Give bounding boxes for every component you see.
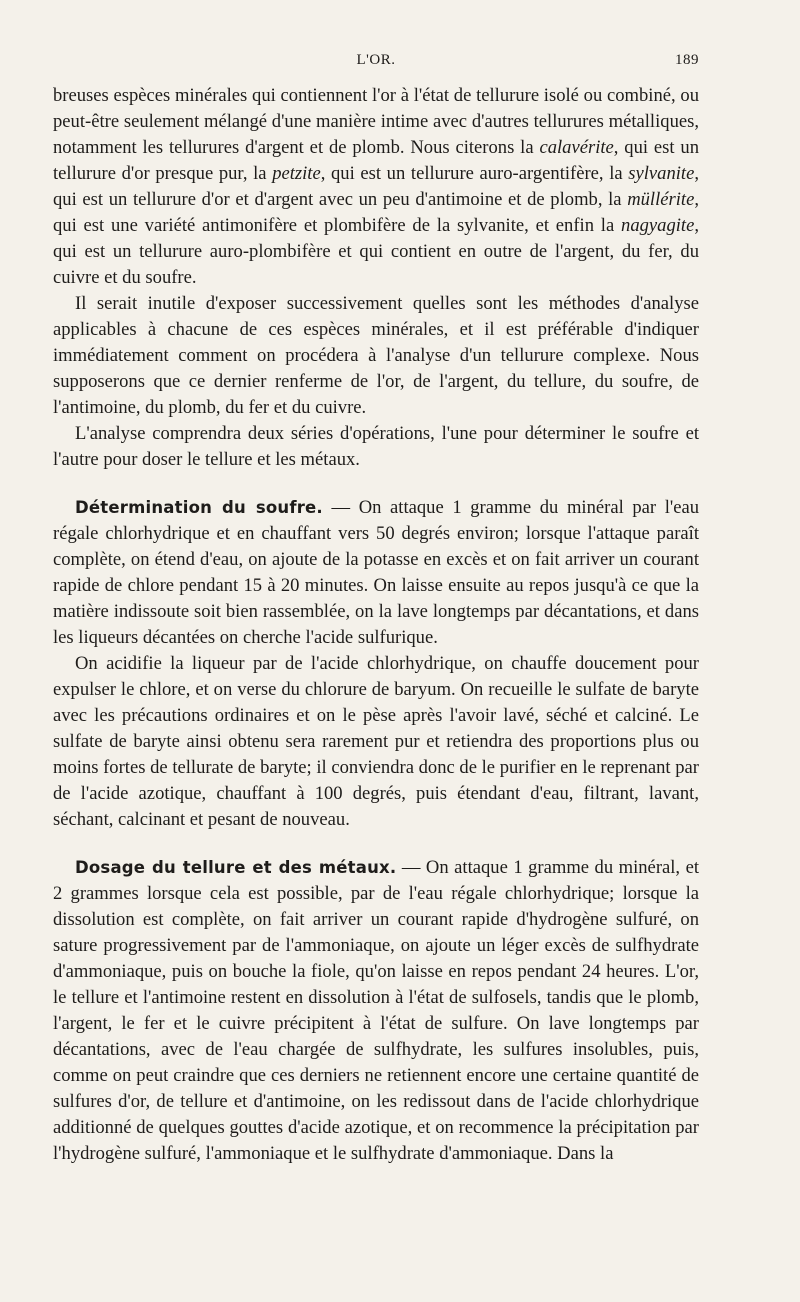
text-run: , qui est un tellurure auro-argentifère, la — [320, 163, 629, 184]
running-head — [53, 52, 699, 78]
paragraph-two-series: L'analyse comprendra deux séries d'opérations, l'une pour déterminer le soufre et l'autre pour doser le tellure et les métaux. — [53, 423, 699, 470]
paragraph-analysis-methods: Il serait inutile d'exposer successivement quelles sont les méthodes d'analyse applicables à chacune de ces espèces minérales, et il est préférable d'indiquer immédiatement comment on procédera à l'analyse d'un tellurure complexe. Nous supposerons que ce dernier renferme de l'or, de l'argent, du tellure, du soufre, de l'antimoine, du plomb, du fer et du cuivre. — [53, 293, 699, 418]
mineral-name-petzite: petzite — [272, 163, 321, 184]
text-run: , qui est un tellurure d'or et d'argent avec un peu d'antimoine et de plomb, la — [53, 163, 699, 210]
text-run: — On attaque 1 gramme du minéral par l'eau régale chlorhydrique et en chauffant vers 50 degrés environ; lorsque l'attaque paraît complète, on étend d'eau, on ajoute de la potasse en excès et on fait arriver un courant rapide de chlore pendant 15 à 20 minutes. On laisse ensuite au repos jusqu'à ce que la matière indissoute soit bien rassemblée, on la lave longtemps par décantations, et dans les liqueurs décantées on cherche l'acide sulfurique. — [53, 497, 700, 648]
text-run: , qui est un tellurure d'or presque pur, la — [53, 137, 699, 184]
text-run: — On attaque 1 gramme du minéral, et 2 grammes lorsque cela est possible, par de l'eau régale chlorhydrique; lorsque la dissolution est complète, on fait arriver un courant rapide d'hydrogène sulfuré, on sature progressivement par de l'ammoniaque, on ajoute un léger excès de sulfhydrate d'ammoniaque, puis on bouche la fiole, qu'on laisse en repos pendant 24 heures. L'or, le tellure et l'antimoine restent en dissolution à l'état de sulfosels, tandis que le plomb, l'argent, le fer et le cuivre précipitent à l'état de sulfure. On lave longtemps par décantations, avec de l'eau chargée de sulfhydrate, les sulfures insolubles, puis, comme on peut craindre que ces derniers ne retiennent encore une certaine quantité de sulfures d'or, de tellure et d'antimoine, on les redissout dans de l'acide chlorhydrique additionné de quelques gouttes d'acide azotique, et on recommence la précipitation par l'hydrogène sulfuré, l'ammoniaque et le sulfhydrate d'ammoniaque. Dans la — [53, 857, 699, 1164]
paragraph-sulfur-determination — [53, 495, 699, 651]
book-page — [53, 52, 699, 1167]
running-title: L'OR. — [356, 52, 396, 68]
text-run: , qui est un tellurure auro-plombifère et qui contient en outre de l'argent, du fer, du cuivre et du soufre. — [53, 215, 699, 288]
mineral-name-mullerite: müllérite — [627, 189, 695, 210]
mineral-name-sylvanite: sylvanite — [628, 163, 695, 184]
text-run: breuses espèces minérales qui contiennent l'or à l'état de tellurure isolé ou combiné, ou peut-être seulement mélangé d'une manière intime avec d'autres tellurures métalliques, notamment les tellurures d'argent et de plomb. Nous citerons la — [53, 85, 699, 158]
paragraph-tellurium-metals — [53, 855, 699, 1167]
page-number: 189 — [675, 52, 699, 68]
text-run: , qui est une variété antimonifère et plombifère de la sylvanite, et enfin la — [53, 189, 699, 236]
paragraph-tellurides-minerals — [53, 83, 699, 291]
section-heading-tellurium: Dosage du tellure et des métaux. — [75, 858, 397, 877]
section-heading-sulfur: Détermination du soufre. — [75, 498, 323, 517]
mineral-name-nagyagite: nagyagite — [621, 215, 695, 236]
mineral-name-calaverite: calavérite — [539, 137, 614, 158]
body-text — [53, 83, 699, 1167]
paragraph-barium-sulfate: On acidifie la liqueur par de l'acide chlorhydrique, on chauffe doucement pour expulser le chlore, et on verse du chlorure de baryum. On recueille le sulfate de baryte avec les précautions ordinaires et on le pèse après l'avoir lavé, séché et calciné. Le sulfate de baryte ainsi obtenu sera rarement pur et retiendra des proportions plus ou moins fortes de tellurate de baryte; il conviendra donc de le purifier en le reprenant par de l'acide azotique, chauffant à 100 degrés, puis étendant d'eau, filtrant, lavant, séchant, calcinant et pesant de nouveau. — [53, 653, 699, 830]
